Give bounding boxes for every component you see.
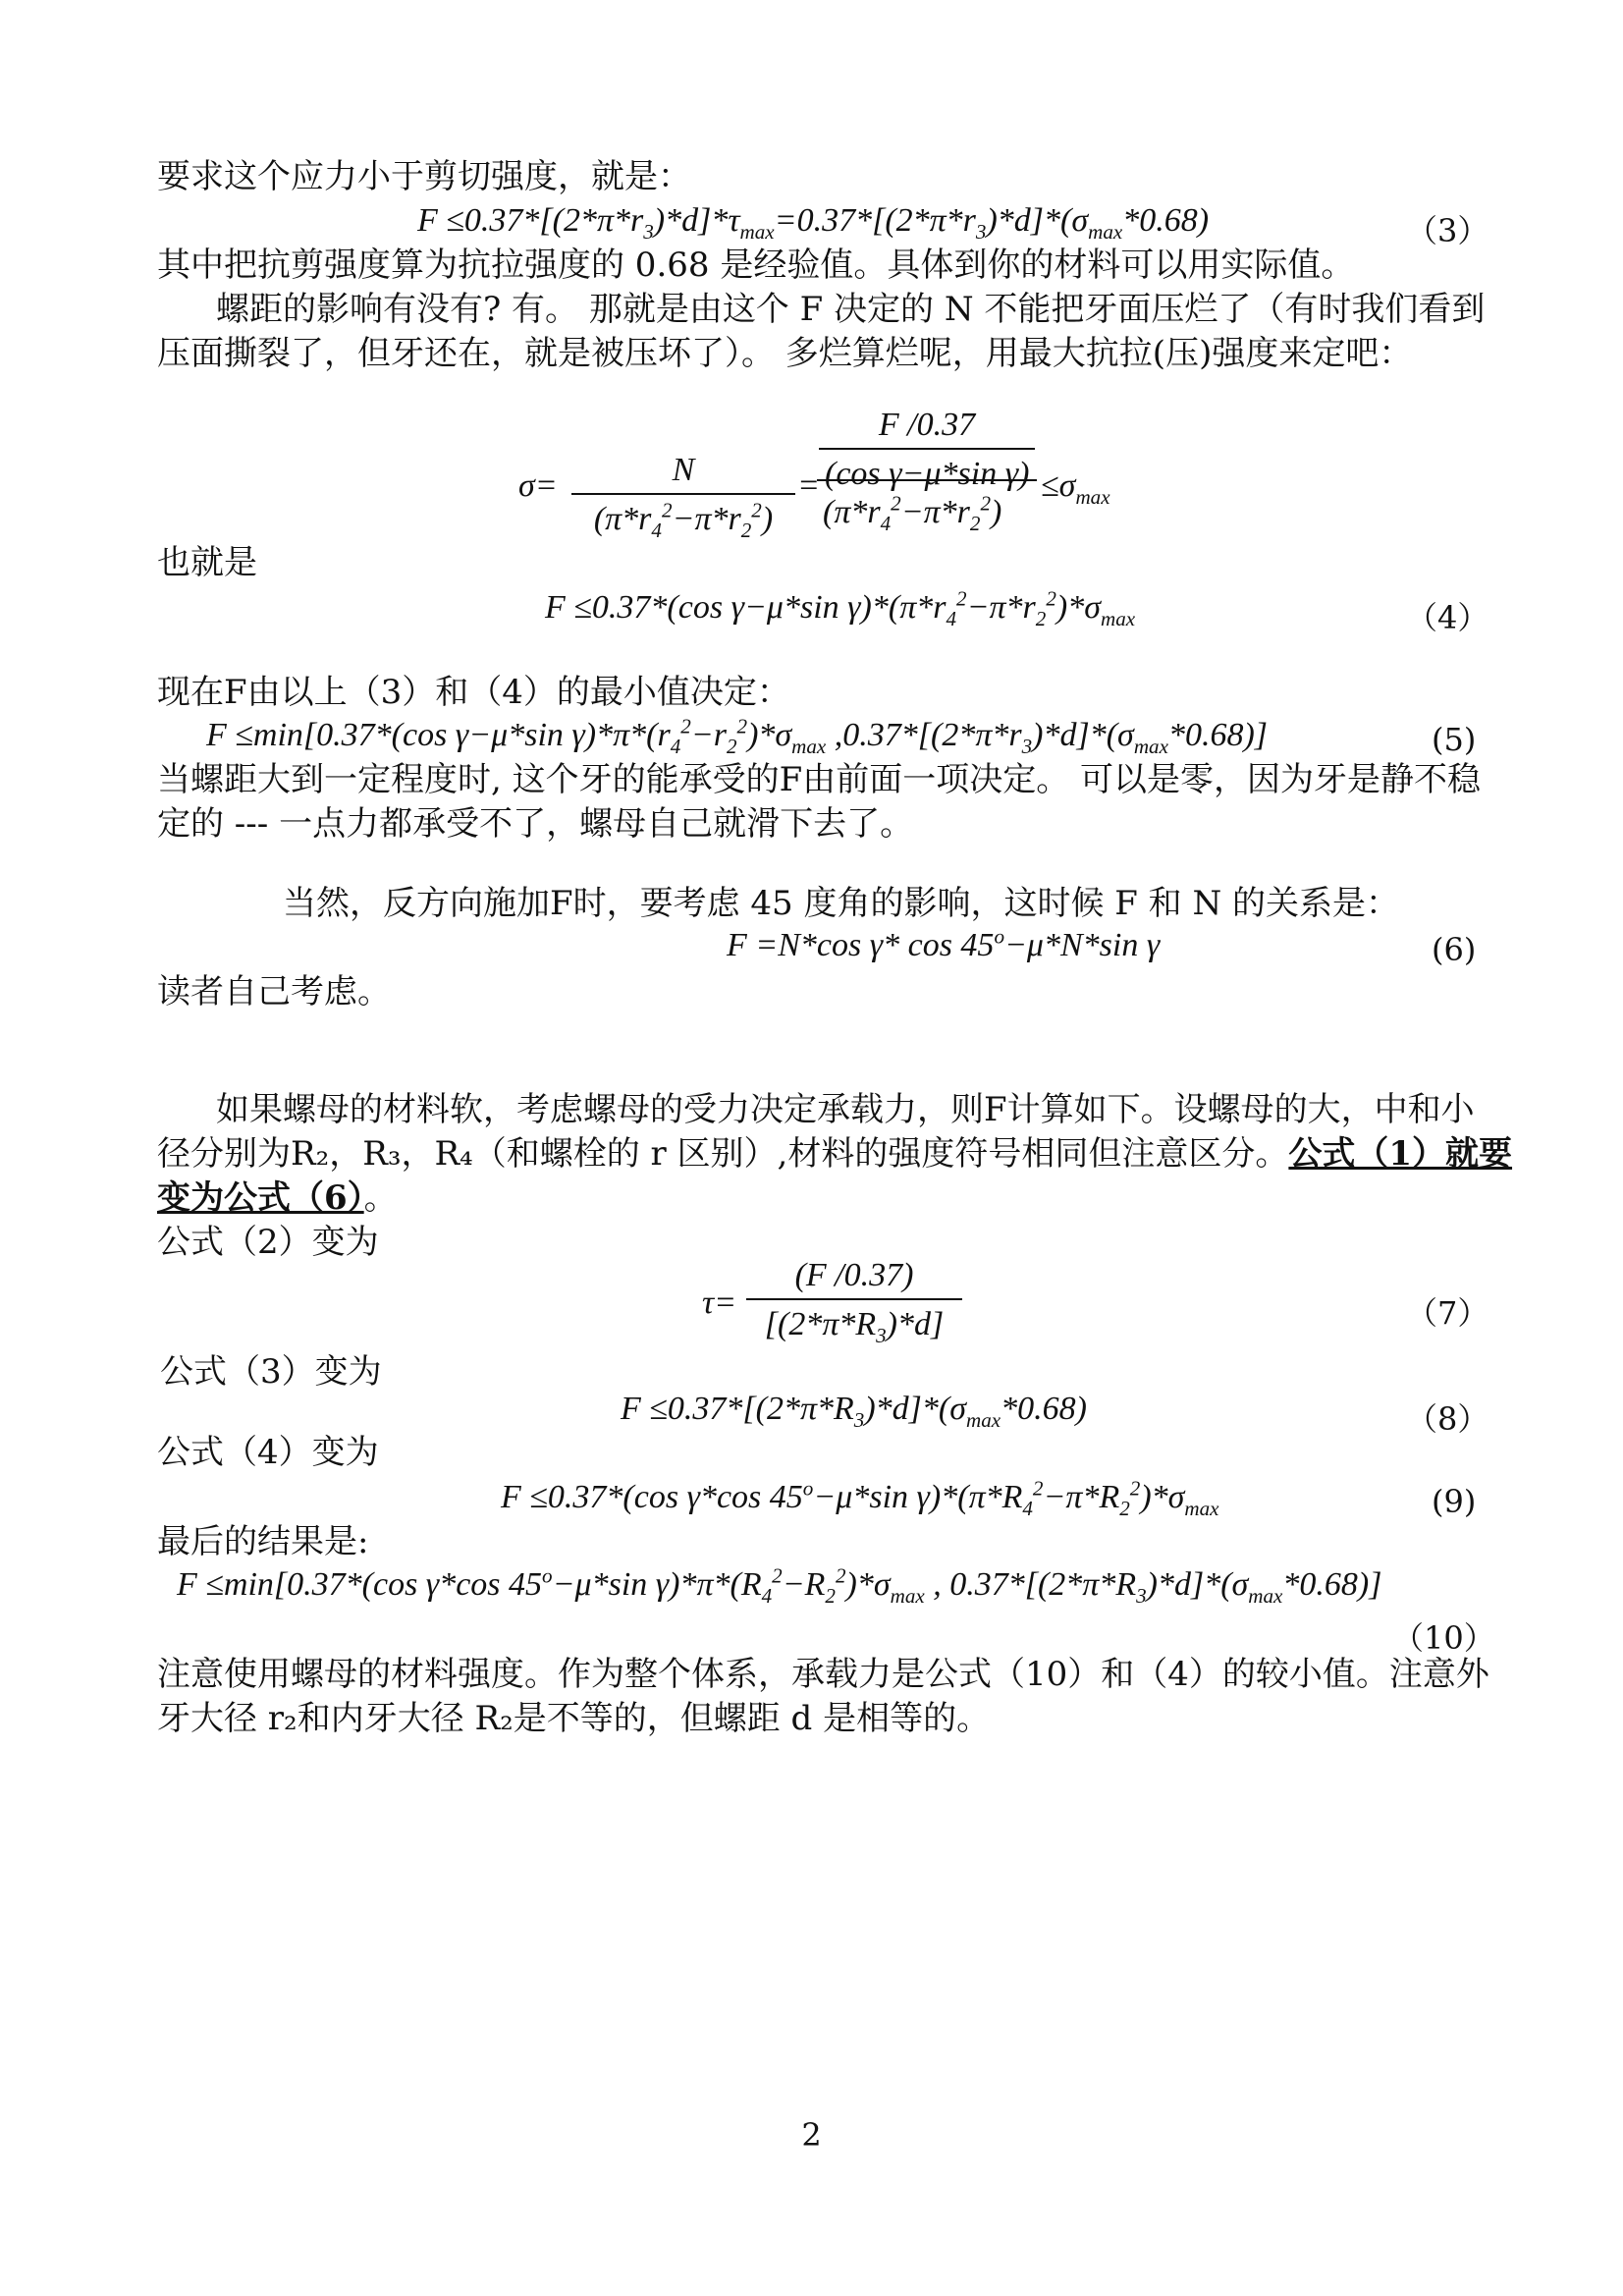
equation-3: $F \le 0.37*[(2*\pi*r_3)*d]*\tau_{max}=0.37*[(2*\pi*r_3)*d]*(\sigma_{max}*0.68)$ [417,202,1210,244]
text-line: 公式（2）变为 [157,1223,379,1262]
emphasis-text: 公式（1）就要 [1288,1134,1513,1174]
text-line: 公式（3）变为 [160,1352,382,1392]
equation-4: F ≤0.37*(cos γ−μ*sin $\gamma)*(\pi*r_4^2-\pi*r_2^2)*\sigma_{max}$ [545,586,1136,630]
emphasis-text: 变为公式（6） [157,1178,364,1218]
equation-number: （10） [1392,1619,1495,1657]
equation-sigma-den: $(\pi*r_4^2-\pi*r_2^2)$ [823,491,1002,535]
text-line: 如果螺母的材料软，考虑螺母的受力决定承载力，则F计算如下。设螺母的大，中和小 [216,1090,1475,1129]
text-span: 。 [363,1178,398,1218]
equation-number: (5) [1432,721,1477,758]
fraction-7: (F /0.37) $[(2*\pi*R_3)*d]$ [746,1257,962,1343]
text-line: 当螺距大到一定程度时, 这个牙的能承受的F由前面一项决定。 可以是零，因为牙是静不稳 [157,760,1482,799]
equation-number: （8） [1406,1400,1489,1438]
equation-number: (6) [1432,931,1477,968]
text-line: 螺距的影响有没有? 有。 那就是由这个 F 决定的 N 不能把牙面压烂了（有时我们看到 [216,290,1486,329]
equation-sigma-rhs: $\le\sigma_{max}$ [1041,467,1110,509]
text-line [157,1178,398,1218]
equation-sigma-lhs: σ= [518,467,558,504]
equation-8: $F \le 0.37*[(2*\pi*R_3)*d]*(\sigma_{max}*0.68)$ [621,1391,1087,1432]
equation-equals: = [797,467,820,504]
text-line: 注意使用螺母的材料强度。作为整个体系，承载力是公式（10）和（4）的较小值。注意外 [157,1655,1489,1694]
text-line: 要求这个应力小于剪切强度，就是： [157,157,691,196]
equation-number: (9) [1432,1483,1477,1520]
fraction-compound: F /0.37 (cos γ−μ*sin γ) [819,407,1035,493]
text-line: 当然，反方向施加F时，要考虑 45 度角的影响，这时候 F 和 N 的关系是： [283,884,1400,923]
equation-number: （3） [1406,212,1489,249]
text-line: 现在F由以上（3）和（4）的最小值决定： [157,673,790,712]
text-line: 公式（4）变为 [157,1433,379,1472]
fraction-main-bar [817,479,1037,481]
equation-7-lhs: τ= [702,1285,737,1321]
text-line: 最后的结果是: [157,1522,369,1561]
text-line: 压面撕裂了，但牙还在，就是被压坏了）。 多烂算烂呢，用最大抗拉(压)强度来定吧： [157,334,1413,373]
equation-10: F ≤min[0.37*(cos γ*cos $45^o-\mu*\sin$ $\gamma)*\pi*(R_4^2-R_2^2)*\sigma_{max}$ , $0.37*[(2*\pi*R_3)*d]*(\sigma_{max}*0.68)$] [177,1563,1382,1608]
text-span: 径分别为R₂，R₃，R₄（和螺栓的 r 区别）,材料的强度符号相同但注意区分。 [157,1134,1289,1174]
equation-6: F =N*cos γ* $\cos 45^o-\mu*N*\sin$ γ [727,924,1161,963]
equation-5: F ≤min[0.37*(cos γ−μ*sin $\gamma)*\pi*(r_4^2-r_2^2)*\sigma_{max}$ $,0.37*[(2*\pi*r_3)*d]*(\sigma_{max}*0.68)$] [206,714,1269,758]
text-line [157,1134,1513,1174]
page-number: 2 [801,2116,822,2154]
text-line: 读者自己考虑。 [157,972,391,1011]
text-line: 其中把抗剪强度算为抗拉强度的 0.68 是经验值。具体到你的材料可以用实际值。 [157,246,1355,285]
equation-number: （4） [1406,599,1489,636]
text-line: 也就是 [157,543,257,582]
text-line: 牙大径 r₂和内牙大径 R₂是不等的，但螺距 d 是相等的。 [157,1699,991,1738]
fraction-n-over-area: N $(\pi*r_4^2-\pi*r_2^2)$ [571,452,795,538]
text-line: 定的 --- 一点力都承受不了，螺母自己就滑下去了。 [157,804,914,844]
equation-number: （7） [1406,1294,1489,1332]
equation-9: F ≤0.37*(cos γ*cos $45^o-\mu*\sin$ $\gamma)*(\pi*R_4^2-\pi*R_2^2)*\sigma_{max}$ [501,1476,1219,1520]
